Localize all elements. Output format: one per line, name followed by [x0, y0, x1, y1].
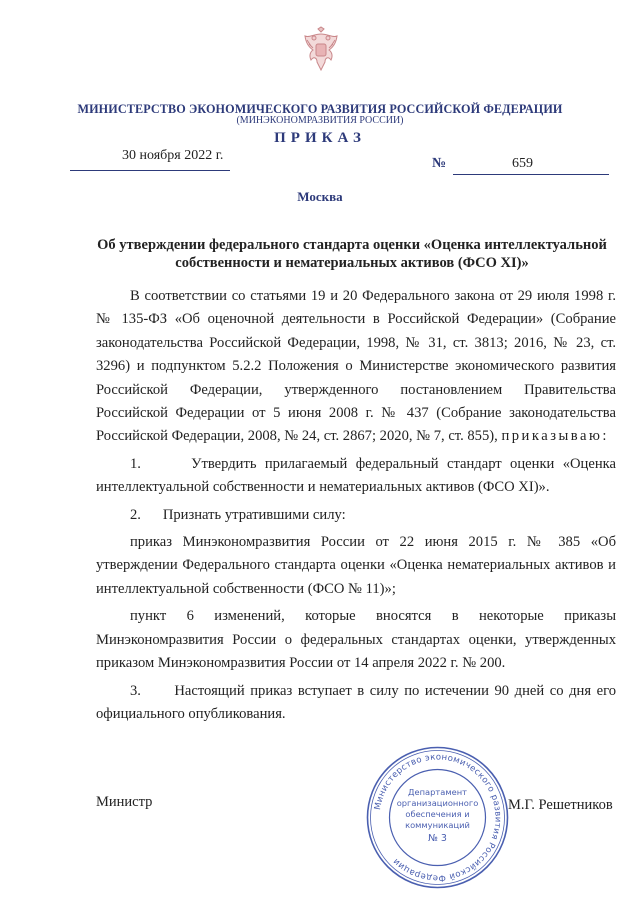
intro-paragraph	[96, 285, 616, 449]
order-word: приказываю:	[501, 428, 609, 445]
item-2: 2. Признать утратившими силу:	[130, 506, 346, 523]
item-1: 1. Утвердить прилагаемый федеральный стандарт оценки «Оценка интеллектуальной собственности и нематериальных активов (ФСО XI)».	[96, 455, 616, 496]
intro-text: В соответствии со статьями 19 и 20 Федерального закона от 29 июля 1998 г. № 135-ФЗ «Об оценочной деятельности в Российской Федерации» (Собрание законодательства Российской Федерации, 1998, № 31, ст. 3813; 2016, № 23, ст. 3296) и подпунктом 5.2.2 Положения о Министерстве экономического развития Российской Федерации, утвержденного постановлением Правительства Российской Федерации от 5 июня 2008 г. № 437 (Собрание законодательства Российской Федерации, 2008, № 24, ст. 2867; 2020, № 7, ст. 855),	[96, 288, 616, 445]
seal-line-5: № 3	[428, 833, 447, 844]
item-2a: приказ Минэкономразвития России от 22 июня 2015 г. № 385 «Об утверждении Федерального стандарта оценки «Оценка нематериальных активов и интеллектуальной собственности (ФСО № 11)»;	[96, 534, 616, 597]
subject-line-2: собственности и нематериальных активов (ФСО XI)»	[175, 255, 529, 271]
order-date: 30 ноября 2022 г.	[122, 148, 224, 163]
seal-line-3: обеспечения и	[405, 809, 470, 819]
document-type: ПРИКАЗ	[274, 130, 366, 146]
seal-line-1: Департамент	[408, 787, 467, 797]
seal-line-2: организационного	[396, 798, 479, 808]
order-number: 659	[512, 156, 533, 171]
ministry-short-name: (МИНЭКОНОМРАЗВИТИЯ РОССИИ)	[236, 115, 404, 126]
order-number-label: №	[432, 156, 447, 171]
official-seal	[365, 745, 510, 890]
seal-line-4: коммуникаций	[405, 820, 470, 830]
date-underline	[70, 170, 230, 171]
signer-title: Министр	[96, 794, 153, 810]
order-body	[96, 285, 616, 726]
item-2b: пункт 6 изменений, которые вносятся в некоторые приказы Минэкономразвития России о федеральных стандартах оценки, утвержденных приказом Минэкономразвития России от 14 апреля 2022 г. № 200.	[96, 608, 616, 672]
signer-name: М.Г. Решетников	[508, 797, 613, 813]
coat-of-arms-icon	[301, 26, 341, 74]
subject-line-1: Об утверждении федерального стандарта оценки «Оценка интеллектуальной	[97, 237, 607, 253]
city: Москва	[297, 189, 343, 204]
number-underline	[453, 174, 609, 175]
order-subject	[92, 236, 612, 272]
item-3: 3. Настоящий приказ вступает в силу по истечении 90 дней со дня его официального опубликования.	[96, 682, 616, 722]
seal-ring-text: Министерство экономического развития Российской Федерации	[372, 752, 503, 883]
ministry-name: МИНИСТЕРСТВО ЭКОНОМИЧЕСКОГО РАЗВИТИЯ РОССИЙСКОЙ ФЕДЕРАЦИИ	[77, 102, 563, 116]
